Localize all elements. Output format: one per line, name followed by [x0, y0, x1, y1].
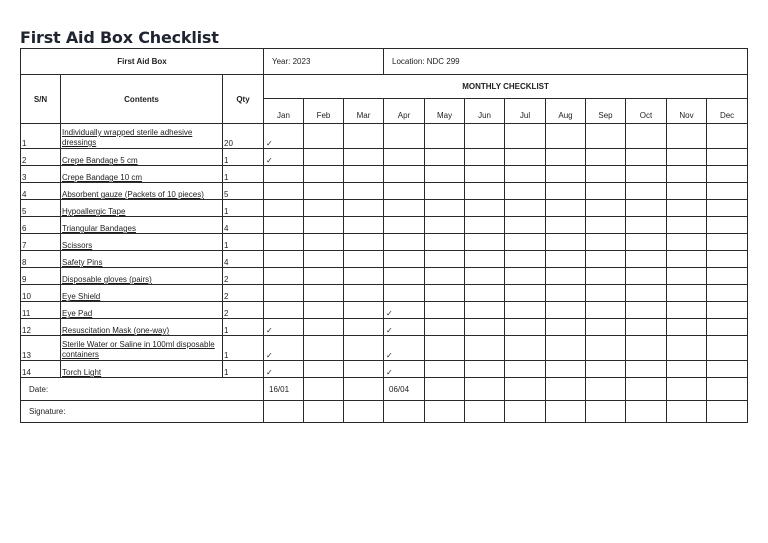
date-cell-jan[interactable]: 16/01: [264, 378, 304, 401]
check-cell-may[interactable]: [425, 319, 465, 336]
check-cell-jun[interactable]: [465, 336, 505, 361]
check-cell-jan[interactable]: ✓: [264, 124, 304, 149]
table-row: [21, 124, 748, 149]
check-cell-dec[interactable]: [707, 336, 748, 361]
check-cell-may[interactable]: [425, 183, 465, 200]
table-row: [21, 149, 748, 166]
check-cell-dec[interactable]: [707, 124, 748, 149]
month-header-sep: Sep: [586, 99, 626, 124]
item-sn: 14: [21, 361, 61, 378]
check-cell-jul[interactable]: [505, 336, 546, 361]
signature-cell-feb[interactable]: [304, 401, 344, 423]
checklist-table: [20, 48, 748, 423]
check-cell-feb[interactable]: [304, 183, 344, 200]
check-cell-feb[interactable]: [304, 268, 344, 285]
check-cell-jan[interactable]: [264, 285, 304, 302]
check-cell-jul[interactable]: [505, 302, 546, 319]
check-cell-jan[interactable]: ✓: [264, 149, 304, 166]
date-cell-apr[interactable]: 06/04: [384, 378, 425, 401]
check-cell-jun[interactable]: [465, 234, 505, 251]
check-cell-feb[interactable]: [304, 336, 344, 361]
month-header-may: May: [425, 99, 465, 124]
table-row: [21, 200, 748, 217]
check-cell-jul[interactable]: [505, 361, 546, 378]
check-cell-oct[interactable]: [626, 302, 667, 319]
item-content: Scissors: [61, 234, 223, 251]
item-sn: 4: [21, 183, 61, 200]
check-cell-feb[interactable]: [304, 251, 344, 268]
item-content: Disposable gloves (pairs): [61, 268, 223, 285]
check-cell-jun[interactable]: [465, 200, 505, 217]
check-cell-jan[interactable]: ✓: [264, 336, 304, 361]
check-cell-may[interactable]: [425, 251, 465, 268]
check-cell-may[interactable]: [425, 149, 465, 166]
table-row: [21, 302, 748, 319]
check-cell-mar[interactable]: [344, 166, 384, 183]
item-content: Sterile Water or Saline in 100ml disposable containers: [61, 336, 223, 361]
item-content: Eye Shield: [61, 285, 223, 302]
monthly-checklist-header: MONTHLY CHECKLIST: [264, 75, 748, 99]
item-qty: 5: [223, 183, 264, 200]
check-cell-oct[interactable]: [626, 251, 667, 268]
item-sn: 5: [21, 200, 61, 217]
check-cell-sep[interactable]: [586, 319, 626, 336]
check-cell-feb[interactable]: [304, 166, 344, 183]
check-cell-aug[interactable]: [546, 361, 586, 378]
check-cell-dec[interactable]: [707, 234, 748, 251]
check-cell-jul[interactable]: [505, 166, 546, 183]
check-cell-oct[interactable]: [626, 217, 667, 234]
check-cell-jun[interactable]: [465, 183, 505, 200]
table-row: [21, 361, 748, 378]
check-cell-mar[interactable]: [344, 183, 384, 200]
check-cell-jun[interactable]: [465, 149, 505, 166]
check-cell-nov[interactable]: [667, 336, 707, 361]
date-cell-jun[interactable]: [465, 378, 505, 401]
check-cell-sep[interactable]: [586, 200, 626, 217]
signature-cell-jun[interactable]: [465, 401, 505, 423]
table-row: [21, 217, 748, 234]
table-row: [21, 234, 748, 251]
item-content: Triangular Bandages: [61, 217, 223, 234]
check-cell-mar[interactable]: [344, 234, 384, 251]
check-cell-mar[interactable]: [344, 149, 384, 166]
contents-header: Contents: [61, 75, 223, 124]
date-cell-jul[interactable]: [505, 378, 546, 401]
check-cell-aug[interactable]: [546, 124, 586, 149]
check-cell-apr[interactable]: [384, 268, 425, 285]
check-cell-jan[interactable]: [264, 302, 304, 319]
check-cell-nov[interactable]: [667, 268, 707, 285]
check-cell-feb[interactable]: [304, 302, 344, 319]
item-qty: 1: [223, 234, 264, 251]
check-cell-jan[interactable]: ✓: [264, 361, 304, 378]
item-content: Resuscitation Mask (one-way): [61, 319, 223, 336]
check-cell-oct[interactable]: [626, 285, 667, 302]
check-cell-mar[interactable]: [344, 217, 384, 234]
date-row: [21, 378, 748, 401]
item-sn: 12: [21, 319, 61, 336]
check-cell-dec[interactable]: [707, 251, 748, 268]
month-header-jan: Jan: [264, 99, 304, 124]
month-header-jun: Jun: [465, 99, 505, 124]
check-cell-aug[interactable]: [546, 336, 586, 361]
month-header-apr: Apr: [384, 99, 425, 124]
item-content: Crepe Bandage 10 cm: [61, 166, 223, 183]
check-cell-dec[interactable]: [707, 361, 748, 378]
check-cell-feb[interactable]: [304, 319, 344, 336]
check-cell-oct[interactable]: [626, 319, 667, 336]
item-qty: 1: [223, 361, 264, 378]
check-cell-apr[interactable]: [384, 217, 425, 234]
item-qty: 2: [223, 268, 264, 285]
check-cell-apr[interactable]: [384, 251, 425, 268]
check-cell-jul[interactable]: [505, 285, 546, 302]
date-cell-aug[interactable]: [546, 378, 586, 401]
date-cell-sep[interactable]: [586, 378, 626, 401]
check-cell-feb[interactable]: [304, 285, 344, 302]
check-cell-oct[interactable]: [626, 336, 667, 361]
check-cell-jan[interactable]: [264, 183, 304, 200]
item-content: Crepe Bandage 5 cm: [61, 149, 223, 166]
signature-cell-dec[interactable]: [707, 401, 748, 423]
check-cell-aug[interactable]: [546, 234, 586, 251]
item-content: Hypoallergic Tape: [61, 200, 223, 217]
check-cell-sep[interactable]: [586, 361, 626, 378]
table-row: [21, 251, 748, 268]
item-content: Absorbent gauze (Packets of 10 pieces): [61, 183, 223, 200]
check-cell-may[interactable]: [425, 124, 465, 149]
check-cell-feb[interactable]: [304, 217, 344, 234]
check-cell-aug[interactable]: [546, 319, 586, 336]
check-cell-jan[interactable]: [264, 166, 304, 183]
check-cell-feb[interactable]: [304, 124, 344, 149]
check-cell-dec[interactable]: [707, 200, 748, 217]
check-cell-apr[interactable]: [384, 166, 425, 183]
check-cell-oct[interactable]: [626, 361, 667, 378]
signature-cell-jul[interactable]: [505, 401, 546, 423]
first-aid-box-label: First Aid Box: [21, 49, 264, 75]
item-sn: 8: [21, 251, 61, 268]
check-cell-jul[interactable]: [505, 200, 546, 217]
check-cell-nov[interactable]: [667, 234, 707, 251]
check-cell-dec[interactable]: [707, 319, 748, 336]
item-sn: 13: [21, 336, 61, 361]
check-cell-nov[interactable]: [667, 319, 707, 336]
location-label: Location: NDC 299: [384, 49, 748, 75]
page-title: First Aid Box Checklist: [20, 28, 219, 47]
check-cell-jan[interactable]: [264, 217, 304, 234]
item-sn: 11: [21, 302, 61, 319]
check-cell-apr[interactable]: ✓: [384, 302, 425, 319]
check-cell-dec[interactable]: [707, 285, 748, 302]
month-header-nov: Nov: [667, 99, 707, 124]
item-sn: 1: [21, 124, 61, 149]
check-cell-nov[interactable]: [667, 251, 707, 268]
check-cell-jul[interactable]: [505, 268, 546, 285]
item-content: Eye Pad: [61, 302, 223, 319]
date-cell-dec[interactable]: [707, 378, 748, 401]
check-cell-nov[interactable]: [667, 361, 707, 378]
check-cell-sep[interactable]: [586, 302, 626, 319]
check-cell-aug[interactable]: [546, 251, 586, 268]
date-cell-mar[interactable]: [344, 378, 384, 401]
check-cell-nov[interactable]: [667, 200, 707, 217]
item-sn: 10: [21, 285, 61, 302]
item-qty: 2: [223, 285, 264, 302]
signature-cell-oct[interactable]: [626, 401, 667, 423]
signature-row: [21, 401, 748, 423]
check-cell-apr[interactable]: ✓: [384, 361, 425, 378]
check-cell-oct[interactable]: [626, 183, 667, 200]
qty-header: Qty: [223, 75, 264, 124]
date-cell-nov[interactable]: [667, 378, 707, 401]
month-header-oct: Oct: [626, 99, 667, 124]
table-row: [21, 285, 748, 302]
check-cell-mar[interactable]: [344, 285, 384, 302]
check-cell-dec[interactable]: [707, 268, 748, 285]
check-cell-may[interactable]: [425, 336, 465, 361]
signature-cell-may[interactable]: [425, 401, 465, 423]
check-cell-may[interactable]: [425, 285, 465, 302]
check-cell-nov[interactable]: [667, 149, 707, 166]
check-cell-may[interactable]: [425, 217, 465, 234]
check-cell-aug[interactable]: [546, 149, 586, 166]
check-cell-mar[interactable]: [344, 302, 384, 319]
item-qty: 4: [223, 217, 264, 234]
date-cell-may[interactable]: [425, 378, 465, 401]
item-content: Torch Light: [61, 361, 223, 378]
check-cell-nov[interactable]: [667, 124, 707, 149]
date-cell-feb[interactable]: [304, 378, 344, 401]
check-cell-jul[interactable]: [505, 149, 546, 166]
check-cell-feb[interactable]: [304, 200, 344, 217]
check-cell-sep[interactable]: [586, 285, 626, 302]
item-qty: 20: [223, 124, 264, 149]
check-cell-oct[interactable]: [626, 166, 667, 183]
signature-cell-nov[interactable]: [667, 401, 707, 423]
check-cell-may[interactable]: [425, 234, 465, 251]
check-cell-dec[interactable]: [707, 302, 748, 319]
header-row-2: [21, 75, 748, 99]
check-cell-jun[interactable]: [465, 319, 505, 336]
check-cell-may[interactable]: [425, 302, 465, 319]
check-cell-jul[interactable]: [505, 251, 546, 268]
check-cell-sep[interactable]: [586, 251, 626, 268]
item-sn: 9: [21, 268, 61, 285]
check-cell-jan[interactable]: [264, 234, 304, 251]
item-sn: 7: [21, 234, 61, 251]
signature-cell-sep[interactable]: [586, 401, 626, 423]
check-cell-may[interactable]: [425, 361, 465, 378]
item-sn: 2: [21, 149, 61, 166]
month-header-mar: Mar: [344, 99, 384, 124]
check-cell-apr[interactable]: [384, 124, 425, 149]
check-cell-sep[interactable]: [586, 336, 626, 361]
check-cell-dec[interactable]: [707, 183, 748, 200]
check-cell-jan[interactable]: [264, 200, 304, 217]
month-header-jul: Jul: [505, 99, 546, 124]
check-cell-jul[interactable]: [505, 234, 546, 251]
item-sn: 6: [21, 217, 61, 234]
item-qty: 4: [223, 251, 264, 268]
check-cell-feb[interactable]: [304, 149, 344, 166]
check-cell-jan[interactable]: [264, 268, 304, 285]
check-cell-dec[interactable]: [707, 217, 748, 234]
check-cell-aug[interactable]: [546, 200, 586, 217]
check-cell-aug[interactable]: [546, 285, 586, 302]
check-cell-sep[interactable]: [586, 149, 626, 166]
check-cell-oct[interactable]: [626, 200, 667, 217]
check-cell-oct[interactable]: [626, 268, 667, 285]
check-cell-nov[interactable]: [667, 302, 707, 319]
month-header-dec: Dec: [707, 99, 748, 124]
date-cell-oct[interactable]: [626, 378, 667, 401]
check-cell-jun[interactable]: [465, 302, 505, 319]
check-cell-may[interactable]: [425, 268, 465, 285]
month-header-aug: Aug: [546, 99, 586, 124]
check-cell-apr[interactable]: [384, 149, 425, 166]
check-cell-jun[interactable]: [465, 285, 505, 302]
check-cell-sep[interactable]: [586, 183, 626, 200]
check-cell-mar[interactable]: [344, 200, 384, 217]
year-label: Year: 2023: [264, 49, 384, 75]
check-cell-apr[interactable]: ✓: [384, 336, 425, 361]
header-row-1: [21, 49, 748, 75]
check-cell-aug[interactable]: [546, 268, 586, 285]
check-cell-feb[interactable]: [304, 361, 344, 378]
check-cell-jul[interactable]: [505, 217, 546, 234]
check-cell-nov[interactable]: [667, 285, 707, 302]
check-cell-nov[interactable]: [667, 166, 707, 183]
item-qty: 1: [223, 200, 264, 217]
check-cell-oct[interactable]: [626, 149, 667, 166]
check-cell-mar[interactable]: [344, 251, 384, 268]
check-cell-jun[interactable]: [465, 268, 505, 285]
check-cell-oct[interactable]: [626, 234, 667, 251]
check-cell-jun[interactable]: [465, 124, 505, 149]
check-cell-nov[interactable]: [667, 183, 707, 200]
check-cell-dec[interactable]: [707, 149, 748, 166]
check-cell-mar[interactable]: [344, 268, 384, 285]
table-row: [21, 183, 748, 200]
date-label: Date:: [21, 378, 264, 401]
signature-cell-aug[interactable]: [546, 401, 586, 423]
check-cell-jul[interactable]: [505, 319, 546, 336]
signature-cell-mar[interactable]: [344, 401, 384, 423]
check-cell-sep[interactable]: [586, 234, 626, 251]
check-cell-may[interactable]: [425, 200, 465, 217]
signature-cell-apr[interactable]: [384, 401, 425, 423]
table-row: [21, 268, 748, 285]
check-cell-apr[interactable]: ✓: [384, 319, 425, 336]
check-cell-aug[interactable]: [546, 302, 586, 319]
item-qty: 1: [223, 319, 264, 336]
signature-cell-jan[interactable]: [264, 401, 304, 423]
check-cell-may[interactable]: [425, 166, 465, 183]
check-cell-mar[interactable]: [344, 336, 384, 361]
check-cell-apr[interactable]: [384, 183, 425, 200]
table-row: [21, 166, 748, 183]
signature-label: Signature:: [21, 401, 264, 423]
check-cell-mar[interactable]: [344, 361, 384, 378]
sn-header: S/N: [21, 75, 61, 124]
item-qty: 1: [223, 166, 264, 183]
check-cell-jan[interactable]: [264, 251, 304, 268]
item-qty: 2: [223, 302, 264, 319]
check-cell-jan[interactable]: ✓: [264, 319, 304, 336]
check-cell-jun[interactable]: [465, 361, 505, 378]
item-qty: 1: [223, 336, 264, 361]
check-cell-sep[interactable]: [586, 268, 626, 285]
check-cell-jul[interactable]: [505, 124, 546, 149]
check-cell-apr[interactable]: [384, 285, 425, 302]
check-cell-sep[interactable]: [586, 166, 626, 183]
table-row: [21, 319, 748, 336]
check-cell-sep[interactable]: [586, 217, 626, 234]
check-cell-nov[interactable]: [667, 217, 707, 234]
check-cell-jun[interactable]: [465, 166, 505, 183]
check-cell-apr[interactable]: [384, 234, 425, 251]
item-sn: 3: [21, 166, 61, 183]
check-cell-jul[interactable]: [505, 183, 546, 200]
item-content: Individually wrapped sterile adhesive dressings: [61, 124, 223, 149]
check-cell-aug[interactable]: [546, 217, 586, 234]
item-qty: 1: [223, 149, 264, 166]
check-cell-jun[interactable]: [465, 217, 505, 234]
month-header-feb: Feb: [304, 99, 344, 124]
item-content: Safety Pins: [61, 251, 223, 268]
table-row: [21, 336, 748, 361]
check-cell-apr[interactable]: [384, 200, 425, 217]
check-cell-mar[interactable]: [344, 319, 384, 336]
check-cell-oct[interactable]: [626, 124, 667, 149]
check-cell-dec[interactable]: [707, 166, 748, 183]
check-cell-aug[interactable]: [546, 166, 586, 183]
check-cell-feb[interactable]: [304, 234, 344, 251]
check-cell-aug[interactable]: [546, 183, 586, 200]
check-cell-sep[interactable]: [586, 124, 626, 149]
check-cell-mar[interactable]: [344, 124, 384, 149]
check-cell-jun[interactable]: [465, 251, 505, 268]
